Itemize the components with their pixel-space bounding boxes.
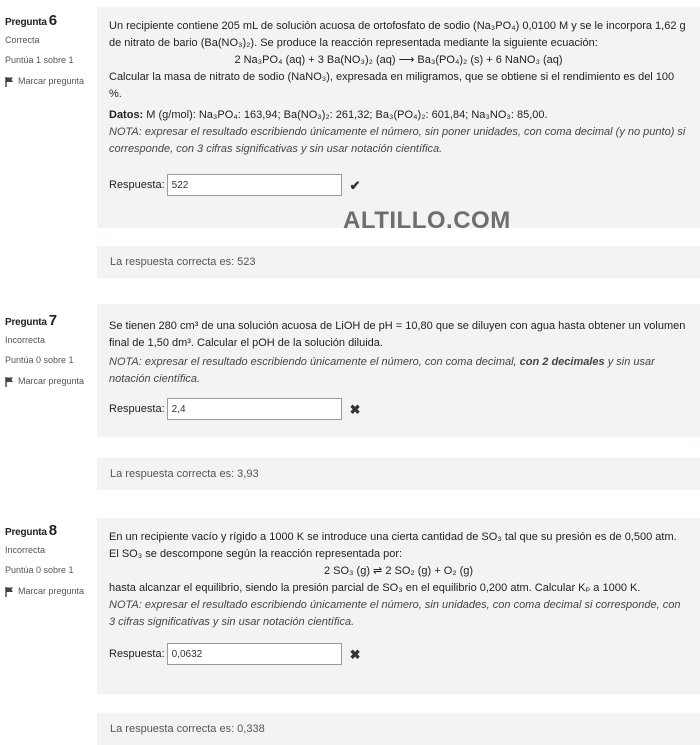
question-content [97,304,700,437]
question-score: Puntúa 0 sobre 1 [5,355,74,366]
answer-label: Respuesta: [109,647,165,660]
flag-question-button[interactable]: Marcar pregunta [5,76,95,87]
feedback-box [97,246,700,278]
answer-row [109,398,688,420]
note-text: NOTA: expresar el resultado escribiendo únicamente el número, con coma decimal, con 2 decimales y sin usar notación científica. [109,356,655,385]
answer-input[interactable] [167,643,342,665]
question-text: En un recipiente vacío y rígido a 1000 K se introduce una cierta cantidad de SO₃ tal que su presión es de 0,500 atm. El SO₃ se descompone según la reacción representada por: [109,531,677,560]
question-info [5,12,95,87]
question-content [97,518,700,694]
note-text: NOTA: expresar el resultado escribiendo únicamente el número, sin unidades, con coma decimal si corresponde, con 3 cifras significativas y sin usar notación científica. [109,599,681,628]
question-info [5,522,95,597]
answer-row [109,174,688,196]
flag-question-button[interactable]: Marcar pregunta [5,376,95,387]
answer-row [109,643,688,665]
question-info [5,312,95,387]
flag-icon [5,377,14,387]
correct-answer-text: La respuesta correcta es: 3,93 [110,468,259,480]
cross-icon: ✖ [349,646,361,662]
answer-label: Respuesta: [109,402,165,415]
question-score: Puntúa 1 sobre 1 [5,55,74,66]
data-line: Datos: M (g/mol): Na₃PO₄: 163,94; Ba(NO₃)₂: 261,32; Ba₃(PO₄)₂: 601,84; Na₃NO₃: 85,00. [109,109,548,121]
answer-input[interactable] [167,174,342,196]
note-text: NOTA: expresar el resultado escribiendo únicamente el número, sin poner unidades, con coma decimal (y no punto) si corresponde, con 3 cifras significativas y sin usar notación científica. [109,126,686,155]
flag-icon [5,587,14,597]
question-text: Se tienen 280 cm³ de una solución acuosa de LiOH de pH = 10,80 que se diluyen con agua hasta obtener un volumen final de 1,50 dm³. Calcular el pOH de la solución diluida. [109,320,686,349]
question-status: Incorrecta [5,335,46,345]
watermark: ALTILLO.COM [343,207,511,234]
question-instruction: Calcular la masa de nitrato de sodio (NaNO₃), expresada en miligramos, que se obtiene si el rendimiento es del 100 %. [109,71,675,100]
flag-question-button[interactable]: Marcar pregunta [5,586,95,597]
question-instruction: hasta alcanzar el equilibrio, siendo la presión parcial de SO₃ en el equilibrio 0,200 atm. Calcular Kₚ a 1000 K. [109,582,641,594]
question-score: Puntúa 0 sobre 1 [5,565,74,576]
flag-icon [5,77,14,87]
feedback-box [97,713,700,745]
answer-input[interactable] [167,398,342,420]
cross-icon: ✖ [349,401,361,417]
reaction-equation: 2 SO₃ (g) ⇌ 2 SO₂ (g) + O₂ (g) [323,565,474,577]
question-number: Pregunta 7 [5,312,57,329]
question-status: Correcta [5,35,40,45]
question-content [97,7,700,228]
question-number: Pregunta 6 [5,12,57,29]
correct-answer-text: La respuesta correcta es: 523 [110,256,256,268]
reaction-equation: 2 Na₃PO₄ (aq) + 3 Ba(NO₃)₂ (aq) ⟶ Ba₃(PO₄)₂ (s) + 6 NaNO₃ (aq) [234,54,563,66]
feedback-box [97,458,700,490]
question-number: Pregunta 8 [5,522,57,539]
answer-label: Respuesta: [109,178,165,191]
question-status: Incorrecta [5,545,46,555]
question-text: Un recipiente contiene 205 mL de solución acuosa de ortofosfato de sodio (Na₃PO₄) 0,0100 M y se le incorpora 1,62 g de nitrato de bario (Ba(NO₃)₂). Se produce la reacción representada mediante la siguiente ecuación: [109,20,686,49]
correct-answer-text: La respuesta correcta es: 0,338 [110,723,265,735]
check-icon: ✔ [349,177,361,193]
